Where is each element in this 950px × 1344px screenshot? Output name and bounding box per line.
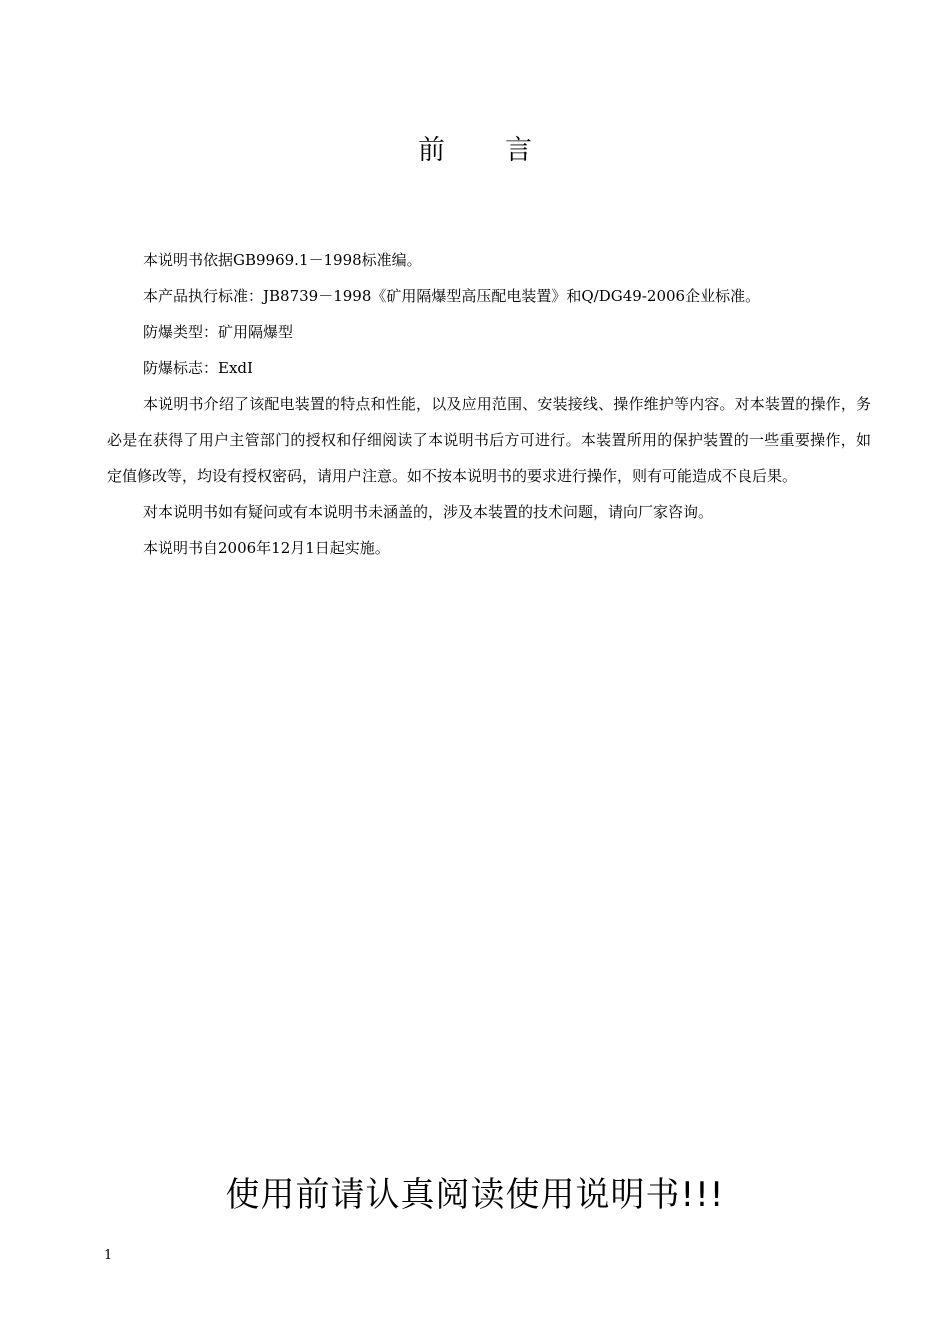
- paragraph-standard-basis: 本说明书依据GB9969.1－1998标准编。: [143, 251, 422, 269]
- page-number: 1: [104, 1248, 113, 1263]
- page-title: [0, 128, 950, 167]
- paragraph-introduction: 本说明书介绍了该配电装置的特点和性能，以及应用范围、安装接线、操作维护等内容。对本装置的操作，务必是在获得了用户主管部门的授权和仔细阅读了本说明书后方可进行。本装置所用的保护装置的一些重要操作，如定值修改等，均设有授权密码，请用户注意。如不按本说明书的要求进行操作，则有可能造成不良后果。: [107, 395, 871, 485]
- paragraph-effective-date: 本说明书自2006年12月1日起实施。: [143, 539, 390, 557]
- document-body: [107, 242, 871, 566]
- page-title-char-2: 言: [505, 135, 532, 166]
- paragraph-explosion-type: 防爆类型：矿用隔爆型: [143, 323, 294, 341]
- page-title-char-1: 前: [418, 135, 445, 166]
- read-manual-warning: 使用前请认真阅读使用说明书!!!: [225, 1175, 725, 1215]
- paragraph-inquiry: 对本说明书如有疑问或有本说明书未涵盖的，涉及本装置的技术问题，请向厂家咨询。: [143, 503, 714, 521]
- paragraph-explosion-mark: 防爆标志：ExdI: [143, 359, 253, 377]
- paragraph-product-standard: 本产品执行标准：JB8739－1998《矿用隔爆型高压配电装置》和Q/DG49-2006企业标准。: [143, 287, 761, 305]
